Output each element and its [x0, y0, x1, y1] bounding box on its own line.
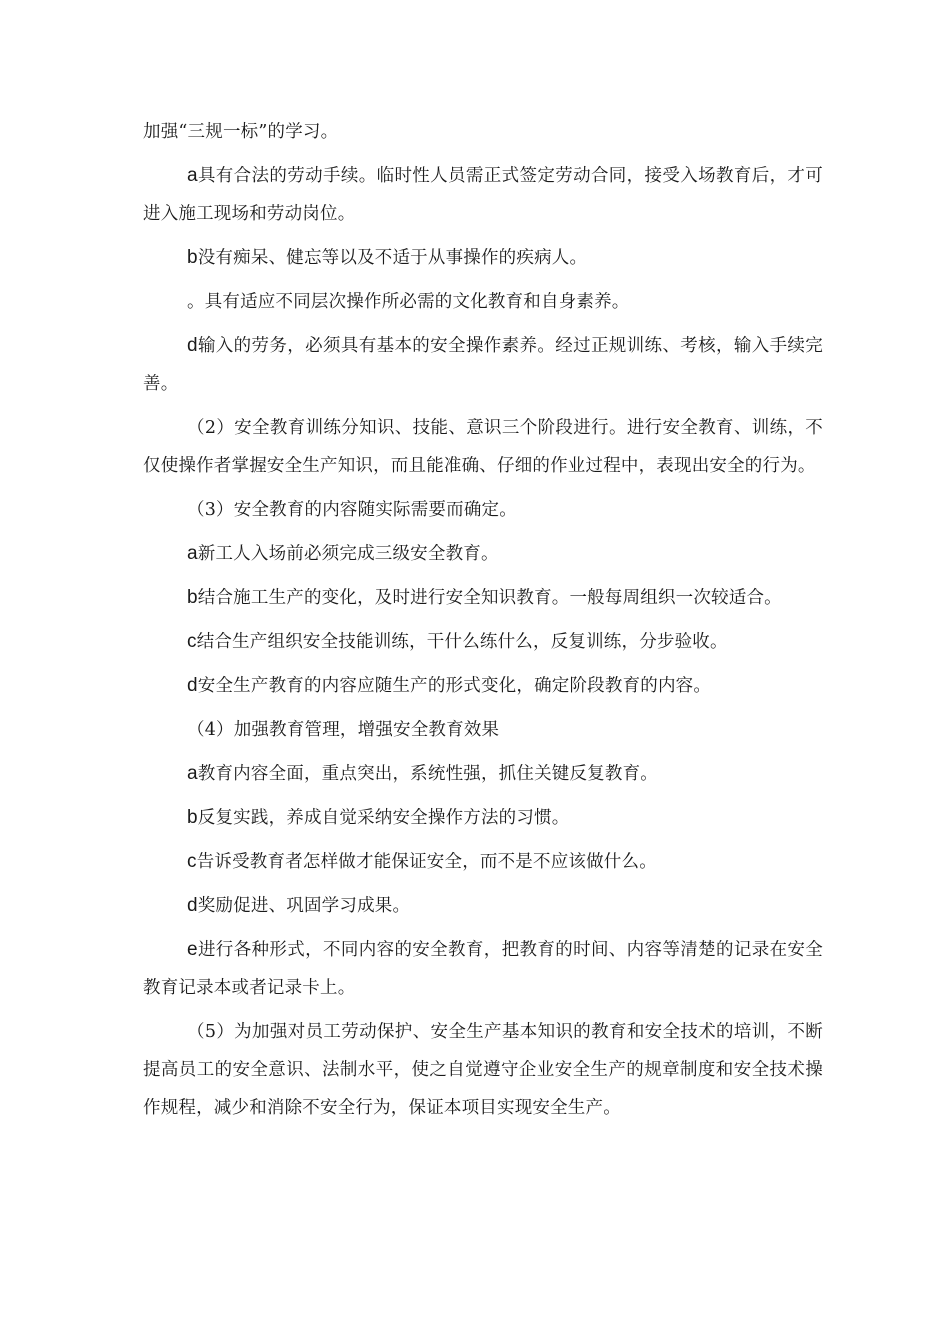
list-marker: c — [187, 631, 197, 652]
paragraph-text: 教育内容全面，重点突出，系统性强，抓住关键反复教育。 — [197, 764, 658, 784]
paragraph — [143, 239, 823, 277]
paragraph — [143, 579, 823, 617]
paragraph-text: 结合生产组织安全技能训练，干什么练什么，反复训练，分步验收。 — [196, 632, 728, 652]
paragraph-text: 安全生产教育的内容应随生产的形式变化，确定阶段教育的内容。 — [197, 676, 712, 696]
paragraph — [143, 623, 823, 661]
paragraph-text: 告诉受教育者怎样做才能保证安全，而不是不应该做什么。 — [196, 852, 657, 872]
paragraph — [143, 409, 823, 485]
list-marker: d — [187, 895, 198, 916]
paragraph-text: 奖励促进、巩固学习成果。 — [197, 896, 411, 916]
list-marker: b — [187, 587, 198, 608]
list-marker: d — [187, 335, 198, 356]
paragraph-text: 具有合法的劳动手续。临时性人员需正式签定劳动合同，接受入场教育后，才可进入施工现场和劳动岗位。 — [143, 166, 823, 224]
paragraph-text: 没有痴呆、健忘等以及不适于从事操作的疾病人。 — [197, 248, 588, 268]
paragraph — [143, 931, 823, 1007]
paragraph-text: 结合施工生产的变化，及时进行安全知识教育。一般每周组织一次较适合。 — [197, 588, 782, 608]
paragraph — [143, 1013, 823, 1127]
paragraph — [143, 667, 823, 705]
paragraph — [143, 755, 823, 793]
paragraph — [143, 535, 823, 573]
list-marker: a — [187, 763, 198, 784]
list-marker: e — [187, 939, 198, 960]
paragraph — [143, 283, 823, 321]
paragraph-text: 进行各种形式，不同内容的安全教育，把教育的时间、内容等清楚的记录在安全教育记录本或者记录卡上。 — [143, 940, 823, 998]
paragraph — [143, 157, 823, 233]
paragraph-text: （3）安全教育的内容随实际需要而确定。 — [187, 500, 517, 520]
list-marker: c — [187, 851, 197, 872]
paragraph-text: 输入的劳务，必须具有基本的安全操作素养。经过正规训练、考核，输入手续完善。 — [143, 336, 823, 394]
list-marker: a — [187, 543, 198, 564]
list-marker: b — [187, 247, 198, 268]
paragraph — [143, 327, 823, 403]
paragraph — [143, 491, 823, 529]
paragraph — [143, 711, 823, 749]
paragraph — [143, 113, 823, 151]
list-marker: a — [187, 165, 198, 186]
paragraph-text: 。具有适应不同层次操作所必需的文化教育和自身素养。 — [187, 292, 630, 312]
paragraph-text: 新工人入场前必须完成三级安全教育。 — [197, 544, 499, 564]
paragraph-text: （5）为加强对员工劳动保护、安全生产基本知识的教育和安全技术的培训，不断提高员工的安全意识、法制水平，使之自觉遵守企业安全生产的规章制度和安全技术操作规程，减少和消除不安全行为，保证本项目实现安全生产。 — [143, 1022, 823, 1118]
list-marker: b — [187, 807, 198, 828]
paragraph-text: （4）加强教育管理，增强安全教育效果 — [187, 720, 500, 740]
paragraph-text: 反复实践，养成自觉采纳安全操作方法的习惯。 — [197, 808, 570, 828]
document-body — [143, 113, 823, 1133]
paragraph — [143, 799, 823, 837]
paragraph-text: （2）安全教育训练分知识、技能、意识三个阶段进行。进行安全教育、训练，不仅使操作者掌握安全生产知识，而且能准确、仔细的作业过程中，表现出安全的行为。 — [143, 418, 823, 476]
paragraph — [143, 887, 823, 925]
paragraph-text: 加强“三规一标”的学习。 — [143, 122, 339, 142]
paragraph — [143, 843, 823, 881]
list-marker: d — [187, 675, 198, 696]
